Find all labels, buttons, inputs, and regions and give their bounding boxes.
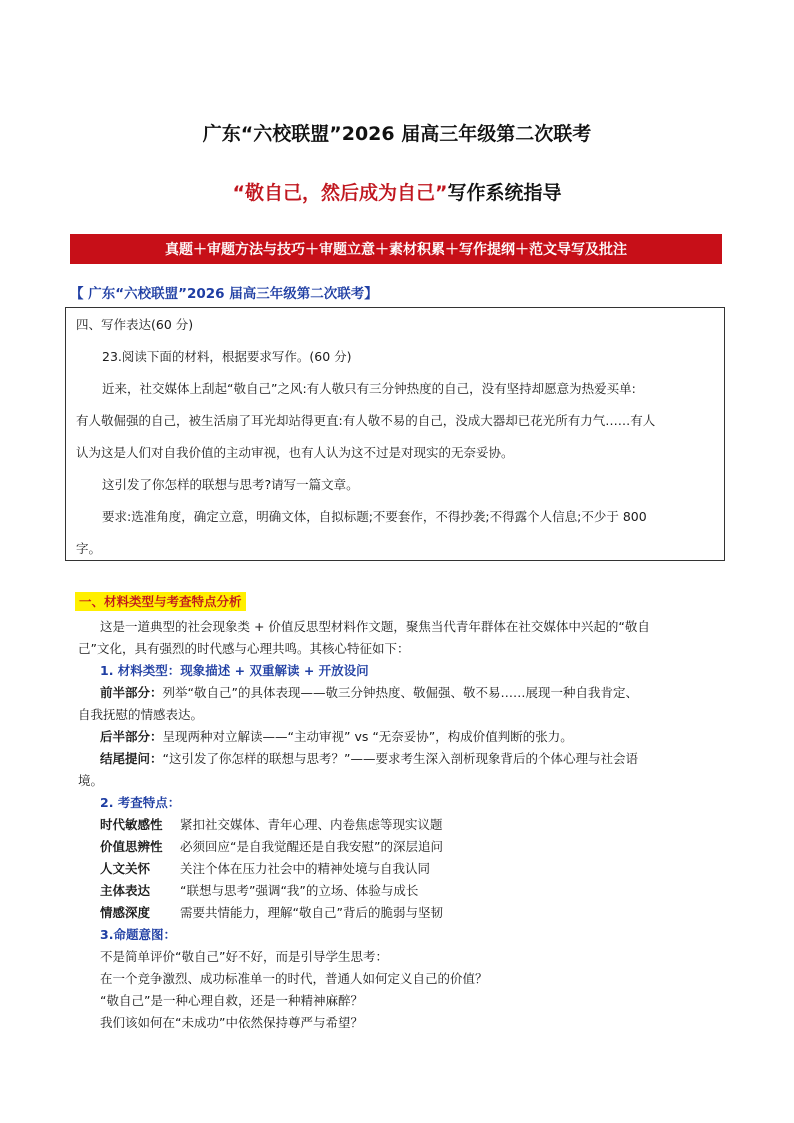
point-1-heading: 1. 材料类型：现象描述 + 双重解读 + 开放设问 <box>100 663 369 678</box>
feature-text: 需要共情能力，理解“敬自己”背后的脆弱与坚韧 <box>180 905 443 920</box>
question-box <box>65 307 725 561</box>
front-label: 前半部分： <box>100 685 163 700</box>
feature-row <box>78 858 728 880</box>
intent-line-2: 在一个竞争激烈、成功标准单一的时代，普通人如何定义自己的价值？ <box>100 971 488 986</box>
intent-line-1: 不是简单评价“敬自己”好不好，而是引导学生思考： <box>100 949 388 964</box>
requirements-line-1: 要求:选准角度，确定立意，明确文体，自拟标题;不要套作，不得抄袭;不得露个人信息;不少于 800 <box>102 509 647 524</box>
point-2-heading: 2. 考查特点： <box>100 795 181 810</box>
front-text: 列举“敬自己”的具体表现——敬三分钟热度、敬倔强、敬不易……展现一种自我肯定、 <box>162 685 638 700</box>
feature-row <box>78 902 728 924</box>
subtitle-suffix: 写作系统指导 <box>447 182 562 204</box>
end-text-cont: 境。 <box>78 773 104 788</box>
feature-label: 人文关怀 <box>100 861 151 876</box>
document-title: 广东“六校联盟”2026 届高三年级第二次联考 <box>202 123 592 145</box>
feature-label: 主体表达 <box>100 883 151 898</box>
back-part <box>78 726 728 748</box>
section-heading: 一、材料类型与考查特点分析 <box>75 592 246 611</box>
contents-banner: 真题＋审题方法与技巧＋审题立意＋素材积累＋写作提纲＋范文导写及批注 <box>70 234 722 264</box>
front-part <box>78 682 728 704</box>
end-text: “这引发了你怎样的联想与思考？”——要求考生深入剖析现象背后的个体心理与社会语 <box>162 751 638 766</box>
feature-text: 关注个体在压力社会中的精神处境与自我认同 <box>180 861 431 876</box>
question-section: 四、写作表达(60 分) <box>76 317 194 332</box>
analysis-body <box>78 616 728 1034</box>
subtitle-theme: “敬自己，然后成为自己” <box>232 182 448 204</box>
point-3-heading: 3.命题意图： <box>100 927 176 942</box>
front-text-cont: 自我抚慰的情感表达。 <box>78 707 204 722</box>
feature-row <box>78 814 728 836</box>
requirements-line-2: 字。 <box>76 541 102 556</box>
intent-line-3: “敬自己”是一种心理自救，还是一种精神麻醉？ <box>100 993 363 1008</box>
back-text: 呈现两种对立解读——“主动审视” vs “无奈妥协”，构成价值判断的张力。 <box>162 729 573 744</box>
intro-line-2: 己”文化，具有强烈的时代感与心理共鸣。其核心特征如下： <box>78 641 410 656</box>
intent-line-4: 我们该如何在“未成功”中依然保持尊严与希望？ <box>100 1015 363 1030</box>
material-line-3: 认为这是人们对自我价值的主动审视，也有人认为这不过是对现实的无奈妥协。 <box>76 445 514 460</box>
feature-text: 必须回应“是自我觉醒还是自我安慰”的深层追问 <box>180 839 443 854</box>
feature-row <box>78 836 728 858</box>
end-label: 结尾提问： <box>100 751 163 766</box>
material-line-2: 有人敬倔强的自己，被生活扇了耳光却站得更直:有人敬不易的自己，没成大器却已花光所有力气……有人 <box>76 413 656 428</box>
feature-text: 紧扣社交媒体、青年心理、内卷焦虑等现实议题 <box>180 817 443 832</box>
exam-source: 【 广东“六校联盟”2026 届高三年级第二次联考】 <box>70 286 378 302</box>
question-item: 23.阅读下面的材料，根据要求写作。(60 分) <box>102 349 352 364</box>
back-label: 后半部分： <box>100 729 163 744</box>
feature-label: 时代敏感性 <box>100 817 163 832</box>
feature-row <box>78 880 728 902</box>
question-prompt: 这引发了你怎样的联想与思考?请写一篇文章。 <box>102 477 359 492</box>
material-line-1: 近来，社交媒体上刮起“敬自己”之风:有人敬只有三分钟热度的自己，没有坚持却愿意为热爱买单: <box>102 381 636 396</box>
end-part <box>78 748 728 770</box>
document-subtitle <box>0 178 794 208</box>
feature-label: 价值思辨性 <box>100 839 163 854</box>
feature-label: 情感深度 <box>100 905 151 920</box>
intro-line-1: 这是一道典型的社会现象类 + 价值反思型材料作文题，聚焦当代青年群体在社交媒体中兴起的“敬自 <box>100 619 650 634</box>
feature-text: “联想与思考”强调“我”的立场、体验与成长 <box>180 883 419 898</box>
